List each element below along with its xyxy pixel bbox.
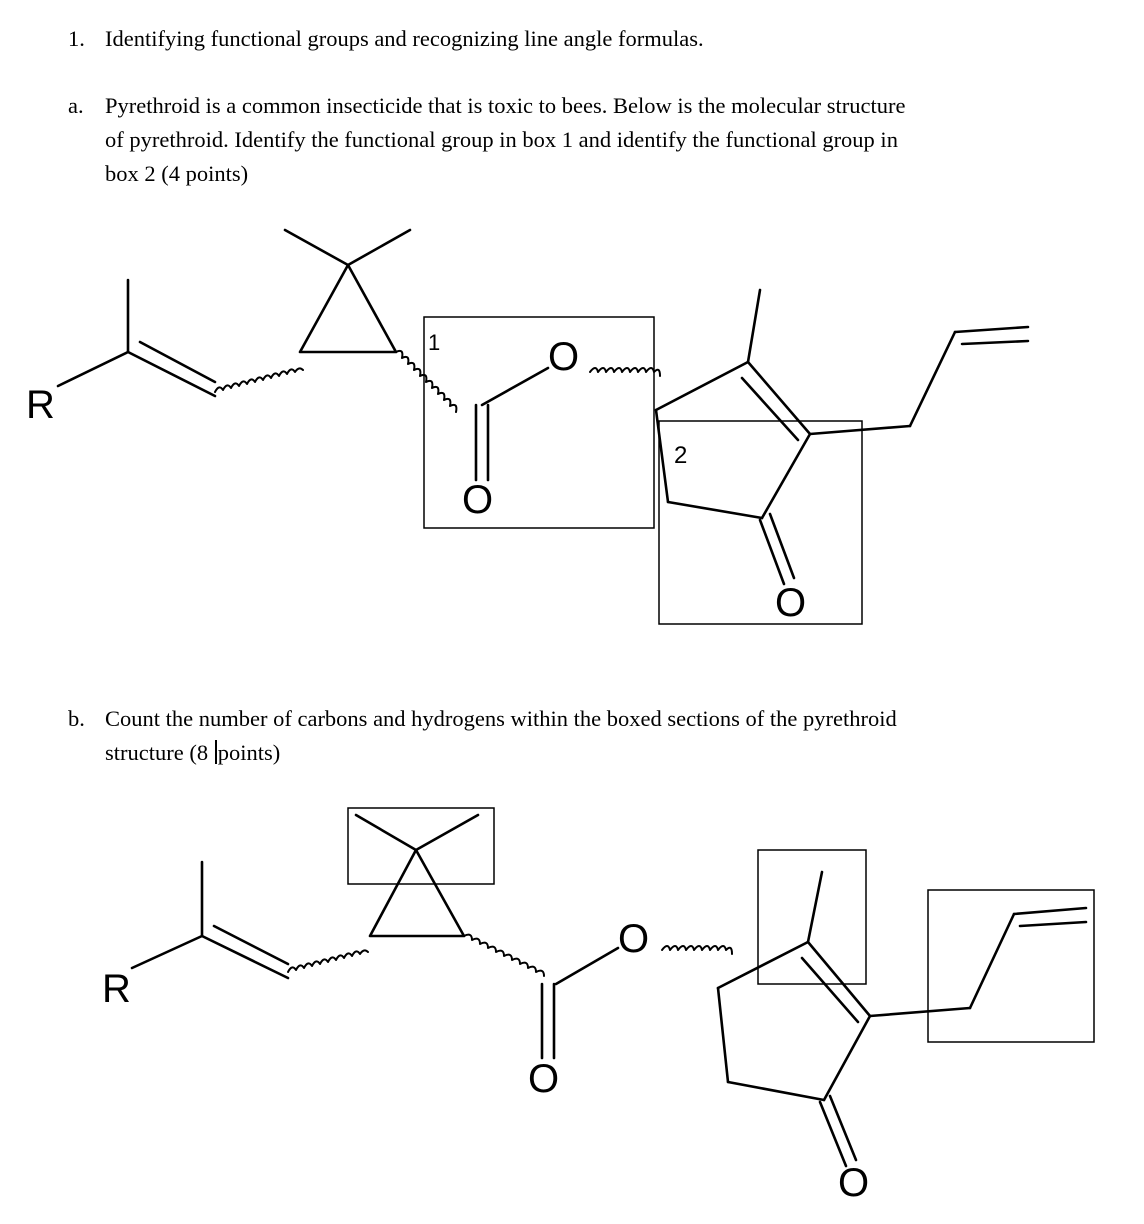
bond-ring-3 <box>824 1016 870 1100</box>
part-b-line-1: Count the number of carbons and hydrogens within the boxed sections of the pyrethroid <box>105 706 897 731</box>
atom-o-ketone: O <box>775 581 807 625</box>
box-1-label: 1 <box>428 330 441 355</box>
bond-side-2 <box>970 914 1014 1008</box>
bond-ring-2 <box>808 942 870 1016</box>
part-b-line-2-end: points) <box>217 740 281 765</box>
atom-o-carbonyl: O <box>528 1057 560 1101</box>
part-b-line-2-start: structure (8 <box>105 740 214 765</box>
bond-ketone-2 <box>830 1096 856 1160</box>
box-2-label: 2 <box>674 442 688 469</box>
wavy-bond-2 <box>464 935 544 976</box>
bond-side-3a <box>1014 908 1086 914</box>
bond-ring-4 <box>728 1082 824 1100</box>
atom-r: R <box>26 383 55 427</box>
bond-alkene-2 <box>214 926 288 964</box>
bond-side-1 <box>870 1008 970 1016</box>
cyclopropane-ring <box>370 850 464 936</box>
atom-o-ester: O <box>548 335 580 379</box>
part-a-line-3: box 2 (4 points) <box>105 161 249 186</box>
box-side-chain <box>928 890 1094 1042</box>
question-number: 1. <box>68 26 85 51</box>
wavy-bond-3 <box>662 946 732 954</box>
wavy-bond-1 <box>288 950 368 972</box>
part-a-line-2: of pyrethroid. Identify the functional group in box 1 and identify the functional group in <box>105 127 898 152</box>
bond-gem-methyl-2 <box>416 815 478 850</box>
bond-ketone-1 <box>820 1102 846 1166</box>
bond-ring-5 <box>718 988 728 1082</box>
bond-side-3b <box>1020 922 1086 926</box>
bond-gem-methyl-1 <box>356 815 416 850</box>
question-title: Identifying functional groups and recognizing line angle formulas. <box>105 26 704 51</box>
bond-c-o-ester <box>556 948 618 984</box>
atom-r: R <box>102 967 131 1011</box>
atom-o-ester: O <box>618 917 650 961</box>
bond-r <box>132 936 202 968</box>
bond-ring-methyl <box>808 872 822 942</box>
atom-o-carbonyl: O <box>462 478 494 522</box>
part-a-line-1: Pyrethroid is a common insecticide that is toxic to bees. Below is the molecular structure <box>105 93 906 118</box>
part-b-label: b. <box>68 706 85 731</box>
atom-o-ketone: O <box>838 1161 870 1205</box>
part-a-label: a. <box>68 93 84 118</box>
